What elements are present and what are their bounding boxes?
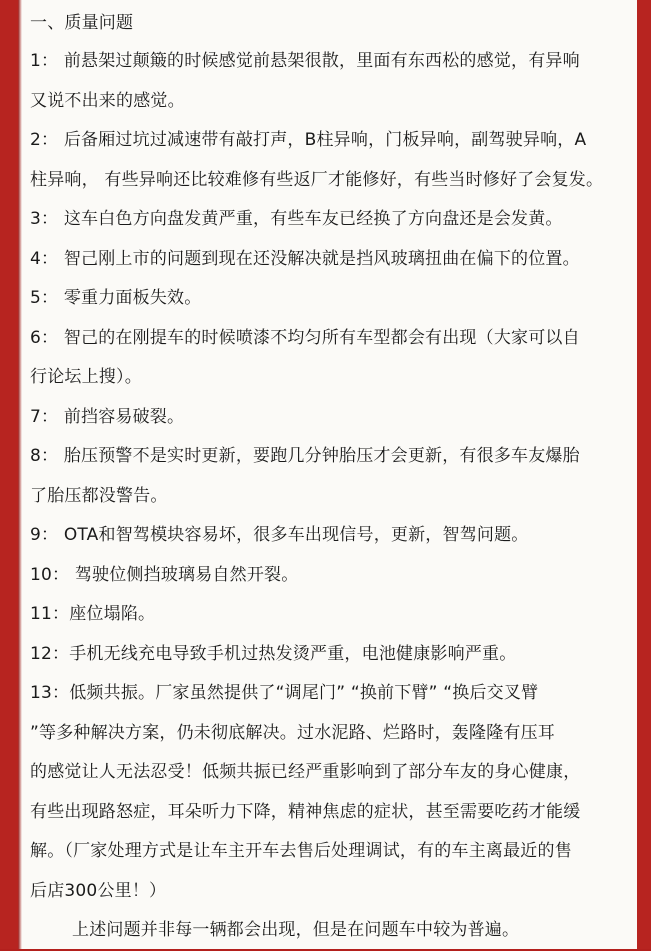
text-line: 2： 后备厢过坑过减速带有敲打声，B柱异响，门板异响，副驾驶异响，A	[30, 130, 587, 150]
document-body	[30, 4, 630, 951]
text-line: 行论坛上搜）。	[30, 367, 142, 387]
text-line: 了胎压都没警告。	[30, 485, 168, 506]
text-line: 11：座位塌陷。	[30, 604, 156, 624]
text-line: 又说不出来的感觉。	[30, 90, 185, 111]
text-line: 有些出现路怒症，耳朵听力下降，精神焦虑的症状，甚至需要吃药才能缓	[30, 801, 581, 822]
summary-line: 上述问题并非每一辆都会出现，但是在问题车中较为普遍。	[72, 920, 520, 940]
text-line: 的感觉让人无法忍受！低频共振已经严重影响到了部分车友的身心健康，	[30, 762, 581, 782]
text-line: 4： 智己刚上市的问题到现在还没解决就是挡风玻璃扭曲在偏下的位置。	[30, 248, 580, 269]
text-line: 后店300公里！）	[30, 880, 167, 901]
text-line: 8： 胎压预警不是实时更新，要跑几分钟胎压才会更新，有很多车友爆胎	[30, 446, 580, 466]
text-line: 10： 驾驶位侧挡玻璃易自然开裂。	[30, 564, 299, 585]
section-heading: 一、质量问题	[30, 13, 134, 33]
text-line: 1： 前悬架过颠簸的时候感觉前悬架很散，里面有东西松的感觉，有异响	[30, 51, 580, 71]
text-line: 9： OTA和智驾模块容易坏，很多车出现信号，更新，智驾问题。	[30, 525, 529, 545]
text-line: 柱异响， 有些异响还比较难修有些返厂才能修好，有些当时修好了会复发。	[30, 169, 604, 190]
text-line: 5： 零重力面板失效。	[30, 288, 202, 308]
text-line: 3： 这车白色方向盘发黄严重，有些车友已经换了方向盘还是会发黄。	[30, 209, 563, 229]
text-line: 12：手机无线充电导致手机过热发烫严重，电池健康影响严重。	[30, 643, 517, 664]
text-line: ”等多种解决方案，仍未彻底解决。过水泥路、烂路时，轰隆隆有压耳	[30, 722, 556, 743]
text-line: 解。（厂家处理方式是让车主开车去售后处理调试，有的车主离最近的售	[30, 841, 572, 861]
text-line: 7： 前挡容易破裂。	[30, 406, 185, 427]
text-line: 13：低频共振。厂家虽然提供了“调尾门” “换前下臂” “换后交叉臂	[30, 683, 539, 703]
text-line: 6： 智己的在刚提车的时候喷漆不均匀所有车型都会有出现（大家可以自	[30, 327, 580, 348]
